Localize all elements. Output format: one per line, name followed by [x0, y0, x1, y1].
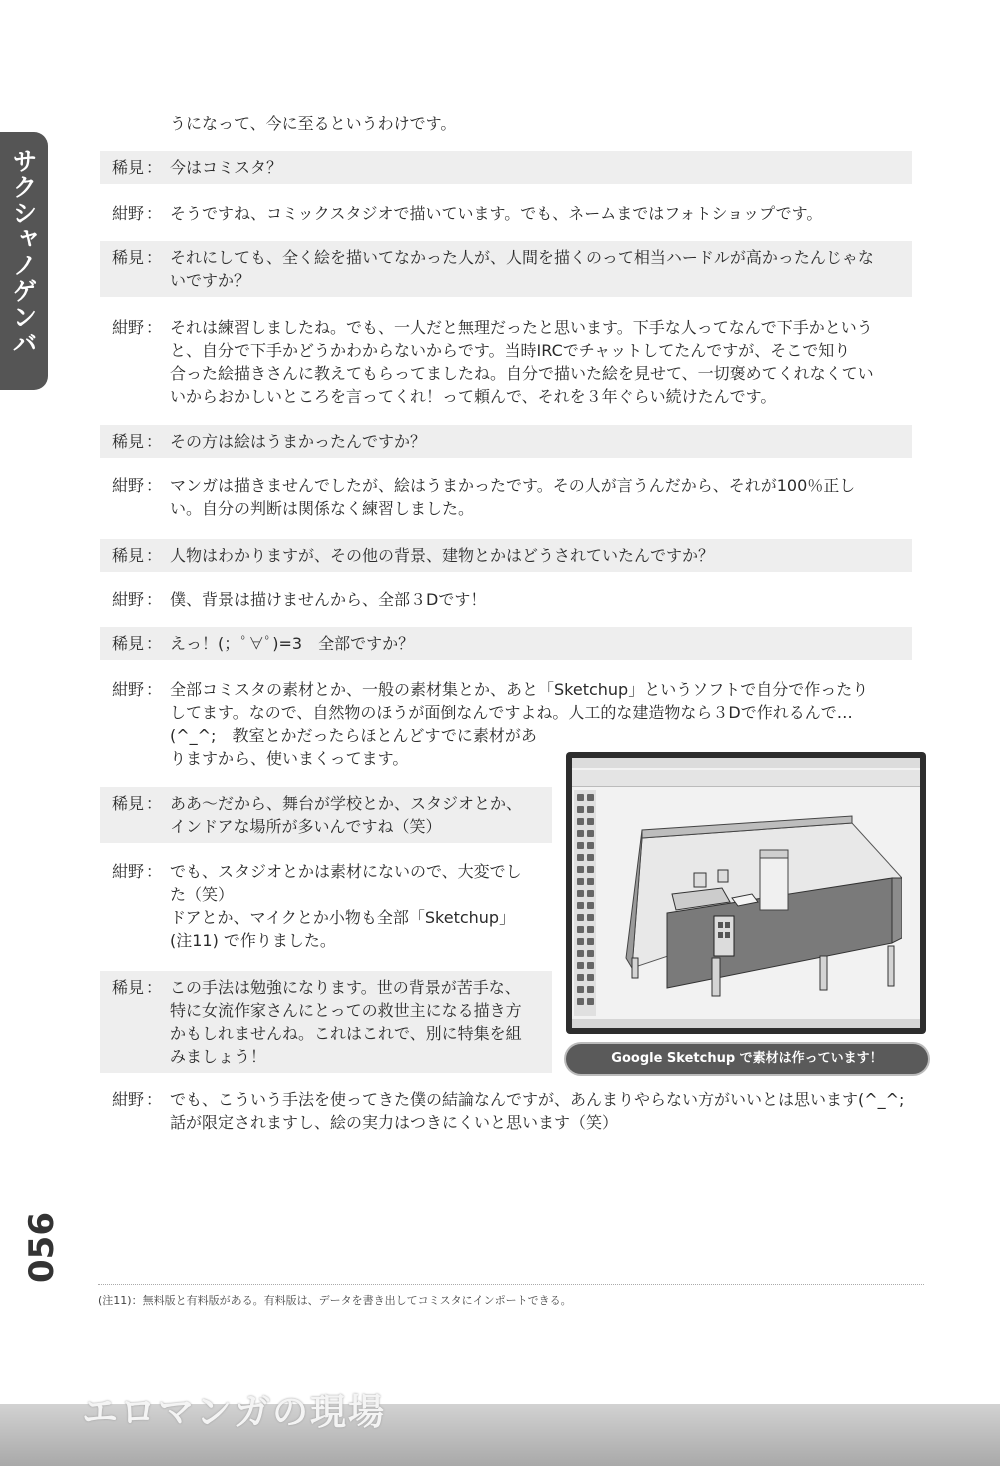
speaker-colon: ：	[146, 680, 163, 699]
sketchup-toolbar	[572, 770, 920, 787]
tool-icon	[587, 950, 594, 957]
speaker-name: 稀見	[112, 634, 145, 653]
speaker-name: 紺野	[112, 476, 145, 495]
dialogue-line: 僕、背景は描けませんから、全部３Dです！	[170, 590, 487, 609]
speaker-colon: ：	[146, 1090, 163, 1109]
tool-icon	[577, 926, 584, 933]
speaker-colon: ：	[146, 590, 163, 609]
tool-icon	[587, 986, 594, 993]
speaker-colon: ：	[146, 794, 163, 813]
tool-icon	[587, 998, 594, 1005]
sketchup-statusbar	[572, 1019, 920, 1028]
dialogue-line: 話が限定されますし、絵の実力はつきにくいと思います（笑）	[170, 1113, 619, 1132]
dialogue-line: と、自分で下手かどうかわからないからです。当時IRCでチャットしてたんですが、そこで知り	[170, 341, 851, 360]
dialogue-line: かもしれませんね。これはこれで、別に特集を組	[170, 1024, 522, 1043]
dialogue-line: た（笑）	[170, 885, 235, 904]
dialogue-line: それにしても、全く絵を描いてなかった人が、人間を描くのって相当ハードルが高かったんじゃな	[170, 248, 874, 267]
tool-icon	[587, 818, 594, 825]
tool-icon	[577, 950, 584, 957]
dialogue-line: してます。なので、自然物のほうが面倒なんですよね。人工的な建造物なら３Dで作れるんで…	[170, 703, 853, 722]
figure-caption-text: Google Sketchup で素材は作っています！	[611, 1051, 883, 1066]
figure-caption	[566, 1044, 928, 1074]
dialogue-row	[100, 107, 912, 140]
speaker-colon: ：	[146, 318, 163, 337]
dialogue-row	[100, 787, 552, 843]
dialogue-row	[100, 197, 912, 230]
dialogue-row	[100, 1083, 912, 1139]
footer-title: エロマンガの現場	[82, 1392, 387, 1433]
dialogue-line: この手法は勉強になります。世の背景が苦手な、	[170, 978, 521, 997]
tool-icon	[587, 854, 594, 861]
speaker-colon: ：	[146, 862, 163, 881]
dialogue-line: インドアな場所が多いんですね（笑）	[170, 817, 442, 836]
speaker-colon: ：	[146, 158, 163, 177]
sketchup-window	[572, 758, 920, 1028]
page-number: 056	[22, 1212, 62, 1283]
speaker-name: 紺野	[112, 590, 145, 609]
tool-icon	[577, 854, 584, 861]
dialogue-line: (注11) で作りました。	[170, 931, 336, 950]
tool-icon	[587, 938, 594, 945]
speaker-colon: ：	[146, 978, 163, 997]
tool-icon	[577, 998, 584, 1005]
side-tab-label: サクシャノゲンバ	[9, 148, 38, 356]
speaker-name: 紺野	[112, 862, 145, 881]
sketchup-screenshot	[566, 752, 926, 1034]
sketchup-tool-palette	[574, 790, 596, 1016]
dialogue-line: ドアとか、マイクとか小物も全部「Sketchup」	[170, 908, 516, 927]
dialogue-line: でも、こういう手法を使ってきた僕の結論なんですが、あんまりやらない方がいいとは思います(^_^;	[170, 1090, 905, 1109]
tool-icon	[587, 902, 594, 909]
dialogue-line: いからおかしいところを言ってくれ！って頼んで、それを３年ぐらい続けたんです。	[170, 387, 777, 406]
dialogue-line: 全部コミスタの素材とか、一般の素材集とか、あと「Sketchup」というソフトで自分で作ったり	[170, 680, 869, 699]
tool-icon	[587, 806, 594, 813]
speaker-name: 稀見	[112, 794, 145, 813]
section-side-tab	[0, 132, 48, 390]
tool-icon	[577, 830, 584, 837]
speaker-name: 紺野	[112, 318, 145, 337]
speaker-colon: ：	[146, 634, 163, 653]
dialogue-line: その方は絵はうまかったんですか？	[170, 432, 427, 451]
tool-icon	[587, 842, 594, 849]
dialogue-row	[100, 583, 912, 616]
tool-icon	[577, 902, 584, 909]
3d-room-model	[602, 798, 902, 1013]
footnote: (注11)：無料版と有料版がある。有料版は、データを書き出してコミスタにインポートできる。	[98, 1294, 572, 1307]
dialogue-line: えっ！(；ﾟ∀ﾟ)=3 全部ですか？	[170, 634, 415, 653]
dialogue-line: 今はコミスタ？	[170, 158, 283, 177]
footer-band	[0, 1392, 1000, 1466]
tool-icon	[587, 914, 594, 921]
speaker-name: 稀見	[112, 248, 145, 267]
speaker-colon: ：	[146, 248, 163, 267]
speaker-name: 稀見	[112, 432, 145, 451]
tool-icon	[577, 986, 584, 993]
speaker-name: 紺野	[112, 204, 145, 223]
tool-icon	[577, 962, 584, 969]
speaker-colon: ：	[146, 476, 163, 495]
dialogue-row	[100, 151, 912, 184]
tool-icon	[587, 794, 594, 801]
dialogue-line: 特に女流作家さんにとっての救世主になる描き方	[170, 1001, 522, 1020]
dialogue-line: そうですね、コミックスタジオで描いています。でも、ネームまではフォトショップです。	[170, 204, 823, 223]
dialogue-line: それは練習しましたね。でも、一人だと無理だったと思います。下手な人ってなんで下手かという	[170, 318, 873, 337]
dialogue-row	[100, 539, 912, 572]
speaker-name: 稀見	[112, 158, 145, 177]
tool-icon	[577, 866, 584, 873]
dialogue-line: みましょう！	[170, 1047, 267, 1066]
dialogue-row	[100, 627, 912, 660]
tool-icon	[577, 878, 584, 885]
dialogue-line: い。自分の判断は関係なく練習しました。	[170, 499, 475, 518]
speaker-name: 稀見	[112, 978, 145, 997]
speaker-name: 紺野	[112, 680, 145, 699]
tool-icon	[577, 818, 584, 825]
tool-icon	[587, 926, 594, 933]
tool-icon	[587, 890, 594, 897]
dialogue-line: マンガは描きませんでしたが、絵はうまかったです。その人が言うんだから、それが100％正し	[170, 476, 856, 495]
tool-icon	[587, 974, 594, 981]
dialogue-row	[100, 971, 552, 1073]
dialogue-line: ああ～だから、舞台が学校とか、スタジオとか、	[170, 794, 523, 813]
speaker-name: 稀見	[112, 546, 145, 565]
dialogue-line: 合った絵描きさんに教えてもらってましたね。自分で描いた絵を見せて、一切褒めてくれなくてい	[170, 364, 874, 383]
dialogue-row	[100, 425, 912, 458]
dialogue-line: うになって、今に至るというわけです。	[170, 114, 457, 133]
tool-icon	[587, 866, 594, 873]
dialogue-line: (^_^; 教室とかだったらほとんどすでに素材があ	[170, 726, 537, 745]
dialogue-row	[100, 311, 912, 413]
tool-icon	[577, 914, 584, 921]
speaker-colon: ：	[146, 546, 163, 565]
tool-icon	[577, 806, 584, 813]
dialogue-line: りますから、使いまくってます。	[170, 749, 409, 768]
footnote-divider	[98, 1284, 924, 1285]
dialogue-row	[100, 855, 552, 957]
tool-icon	[587, 878, 594, 885]
dialogue-row	[100, 469, 912, 525]
tool-icon	[577, 938, 584, 945]
tool-icon	[577, 794, 584, 801]
tool-icon	[577, 890, 584, 897]
tool-icon	[577, 842, 584, 849]
speaker-colon: ：	[146, 204, 163, 223]
speaker-name: 紺野	[112, 1090, 145, 1109]
dialogue-row	[100, 241, 912, 297]
dialogue-line: 人物はわかりますが、その他の背景、建物とかはどうされていたんですか？	[170, 546, 715, 565]
sketchup-menubar	[572, 758, 920, 768]
speaker-colon: ：	[146, 432, 163, 451]
dialogue-line: でも、スタジオとかは素材にないので、大変でし	[170, 862, 522, 881]
dialogue-line: いですか？	[170, 271, 251, 290]
tool-icon	[587, 830, 594, 837]
tool-icon	[577, 974, 584, 981]
tool-icon	[587, 962, 594, 969]
